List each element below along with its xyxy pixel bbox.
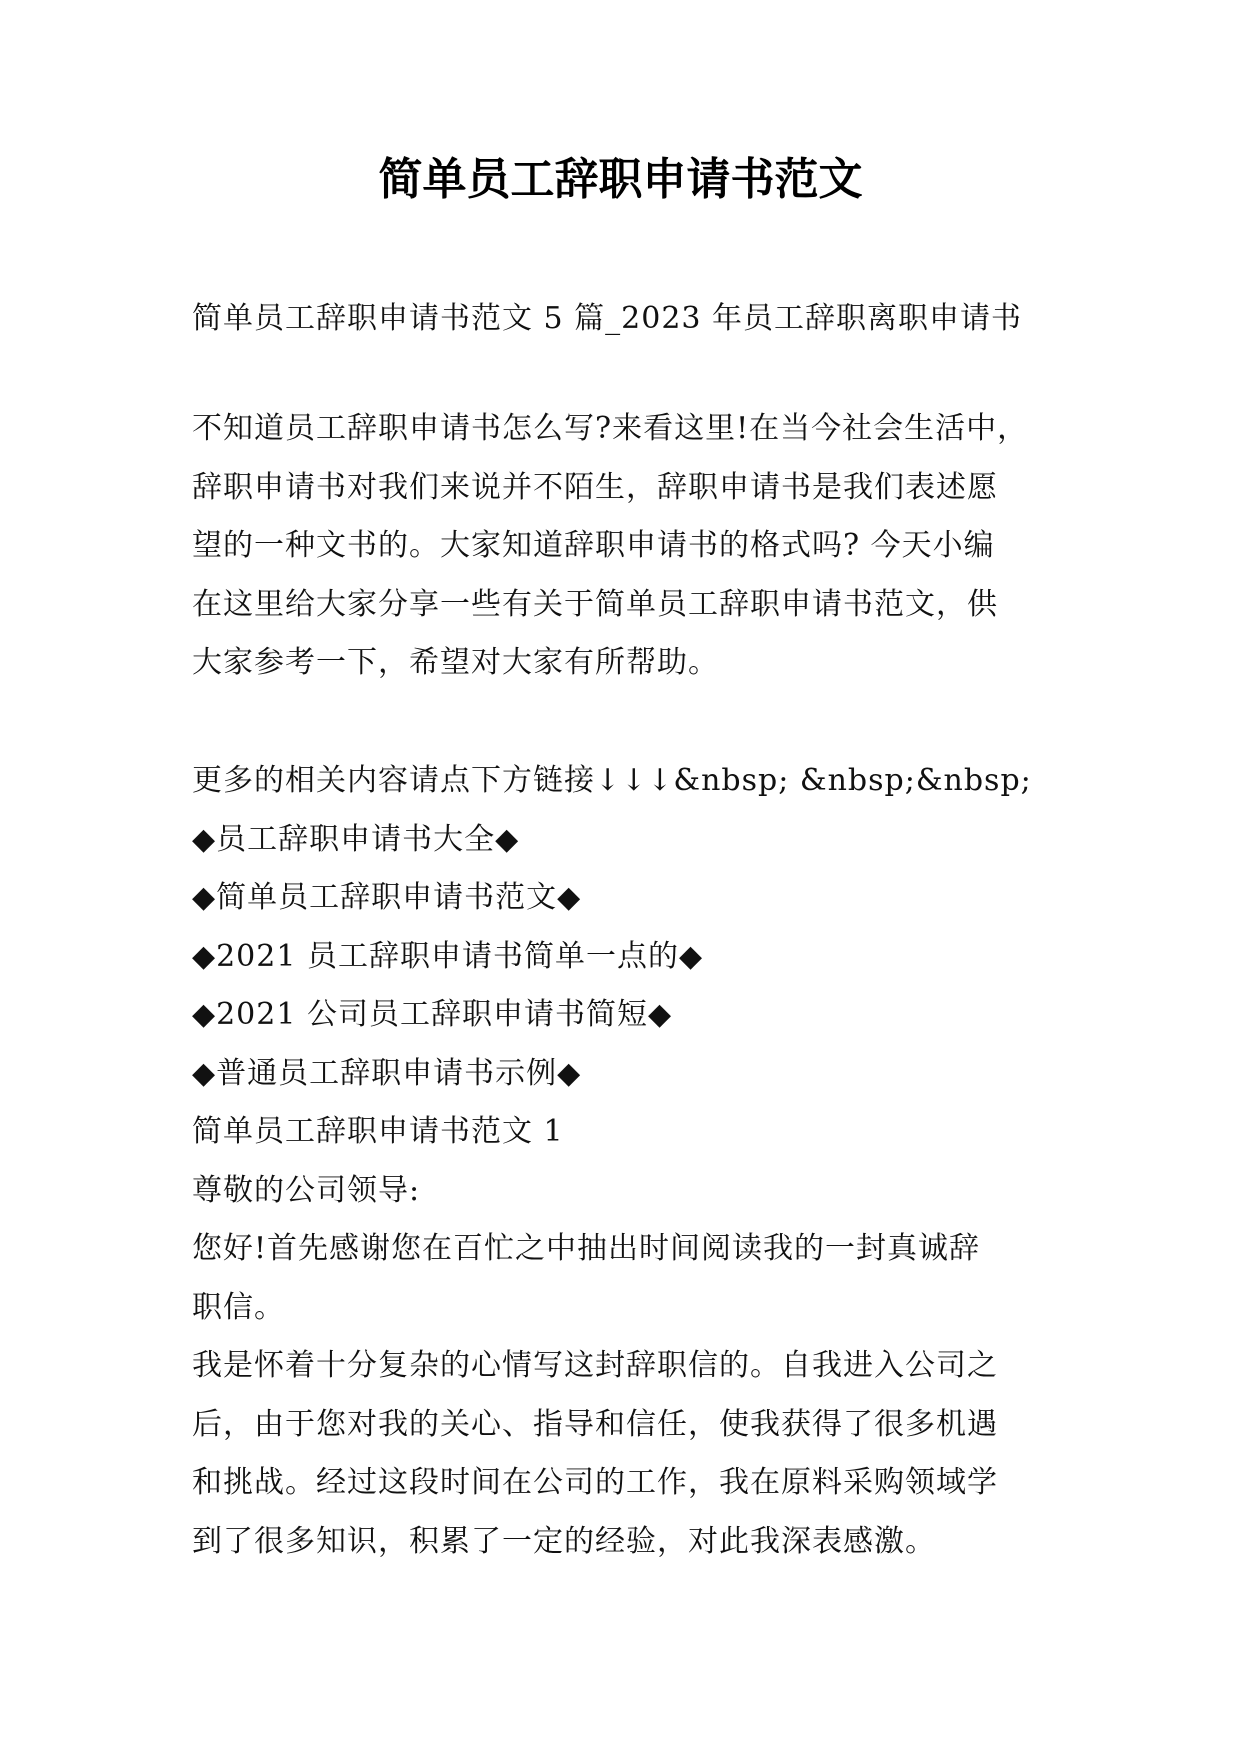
related-link[interactable]: ◆简单员工辞职申请书范文◆ bbox=[192, 880, 582, 915]
letter-paragraph-line: 和挑战。经过这段时间在公司的工作，我在原料采购领域学 bbox=[192, 1465, 998, 1500]
intro-line: 望的一种文书的。大家知道辞职申请书的格式吗? 今天小编 bbox=[192, 528, 995, 563]
letter-paragraph-line: 我是怀着十分复杂的心情写这封辞职信的。自我进入公司之 bbox=[192, 1348, 998, 1383]
related-link[interactable]: ◆2021 公司员工辞职申请书简短◆ bbox=[192, 997, 673, 1032]
related-link[interactable]: ◆普通员工辞职申请书示例◆ bbox=[192, 1055, 582, 1091]
intro-line: 辞职申请书对我们来说并不陌生，辞职申请书是我们表述愿 bbox=[192, 469, 998, 505]
document-title: 简单员工辞职申请书范文 bbox=[378, 154, 863, 205]
related-link[interactable]: ◆员工辞职申请书大全◆ bbox=[192, 821, 520, 857]
letter-paragraph-line: 到了很多知识，积累了一定的经验，对此我深表感激。 bbox=[192, 1523, 936, 1559]
intro-line: 大家参考一下，希望对大家有所帮助。 bbox=[192, 645, 719, 680]
subtitle-line: 简单员工辞职申请书范文 5 篇_2023 年员工辞职离职申请书 bbox=[192, 301, 1023, 336]
intro-line: 不知道员工辞职申请书怎么写?来看这里!在当今社会生活中， bbox=[192, 411, 1029, 446]
section-heading: 简单员工辞职申请书范文 1 bbox=[192, 1114, 564, 1149]
intro-line: 在这里给大家分享一些有关于简单员工辞职申请书范文，供 bbox=[192, 586, 998, 622]
letter-paragraph-line: 您好!首先感谢您在百忙之中抽出时间阅读我的一封真诚辞 bbox=[192, 1231, 981, 1266]
letter-paragraph-line: 职信。 bbox=[192, 1289, 285, 1325]
document-body bbox=[192, 752, 1072, 1571]
related-link[interactable]: ◆2021 员工辞职申请书简单一点的◆ bbox=[192, 938, 704, 974]
letter-salutation: 尊敬的公司领导: bbox=[192, 1172, 421, 1208]
letter-paragraph-line: 后，由于您对我的关心、指导和信任，使我获得了很多机遇 bbox=[192, 1406, 998, 1442]
more-links-prompt: 更多的相关内容请点下方链接↓↓↓&nbsp; &nbsp;&nbsp; bbox=[192, 763, 1032, 798]
intro-paragraph bbox=[192, 400, 1072, 693]
document-subtitle bbox=[192, 290, 1072, 349]
